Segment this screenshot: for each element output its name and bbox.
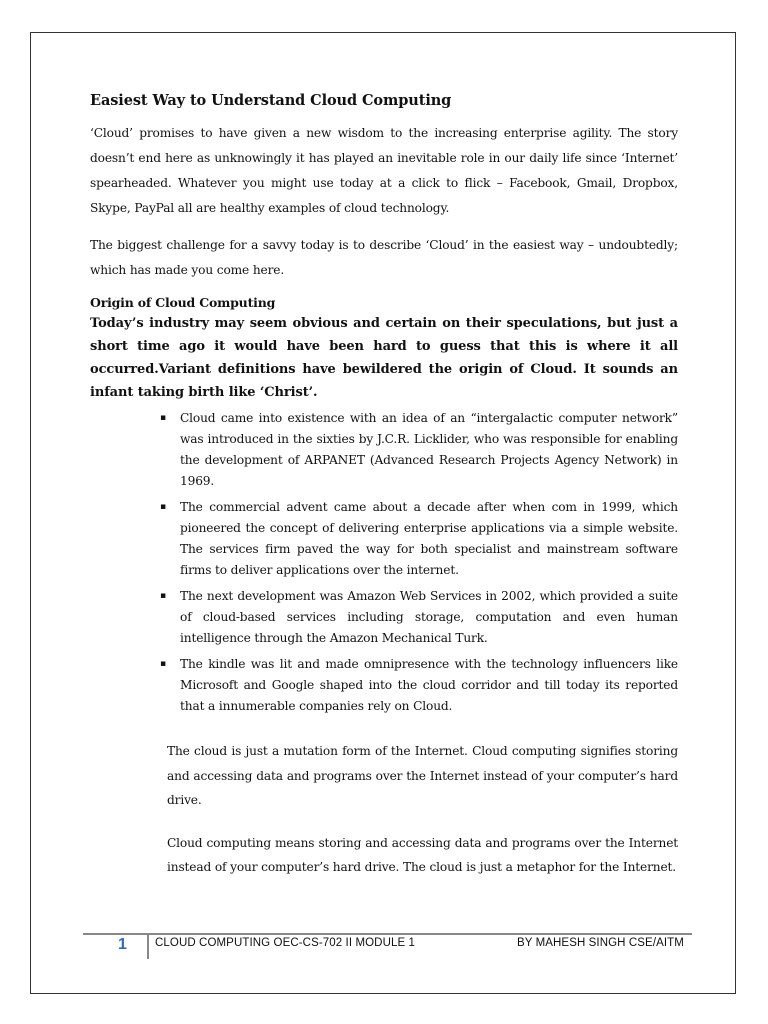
document-title: Easiest Way to Understand Cloud Computing xyxy=(90,92,452,109)
page-number: 1 xyxy=(118,936,127,953)
footer-rule xyxy=(83,933,692,935)
footer-author-label: BY MAHESH SINGH CSE/AITM xyxy=(516,937,684,949)
list-item xyxy=(90,586,678,649)
footer-divider xyxy=(147,933,149,959)
bullet-icon: ▪ xyxy=(160,591,166,601)
bullet-icon: ▪ xyxy=(160,413,166,423)
list-item xyxy=(90,497,678,581)
list-item-text: Cloud came into existence with an idea of an “intergalactic computer network” was introduced in the sixties by J.C.R. Licklider, who was responsible for enabling the development of ARPANET (Advanced Research Projects Agency Network) in 1969. xyxy=(180,411,678,488)
list-item-text: The commercial advent came about a decade after when com in 1999, which pioneered the concept of delivering enterprise applications via a simple website. The services firm paved the way for both specialist and mainstream software firms to deliver applications over the internet. xyxy=(180,500,678,577)
bullet-icon: ▪ xyxy=(160,659,166,669)
closing-paragraph: Cloud computing means storing and accessing data and programs over the Internet instead of your computer’s hard drive. The cloud is just a metaphor for the Internet. xyxy=(167,835,678,874)
list-item-text: The next development was Amazon Web Services in 2002, which provided a suite of cloud-based services including storage, computation and even human intelligence through the Amazon Mechanical Turk. xyxy=(180,589,678,645)
bullet-icon: ▪ xyxy=(160,502,166,512)
list-item xyxy=(90,408,678,492)
intro-paragraph: ‘Cloud’ promises to have given a new wisdom to the increasing enterprise agility. The story doesn’t end here as unknowingly it has played an inevitable role in our daily life since ‘Internet’ spearheaded. Whatever you might use today at a click to flick – Facebook, Gmail, Dropbox, Skype, PayPal all are healthy examples of cloud technology. xyxy=(90,126,678,215)
list-item-text: The kindle was lit and made omnipresence with the technology influencers like Microsoft and Google shaped into the cloud corridor and till today its reported that a innumerable companies rely on Cloud. xyxy=(180,657,678,713)
bullet-list xyxy=(90,408,678,717)
intro-paragraph: The biggest challenge for a savvy today is to describe ‘Cloud’ in the easiest way – undoubtedly; which has made you come here. xyxy=(90,238,678,277)
document-body xyxy=(90,92,678,898)
closing-section xyxy=(90,739,678,880)
section-intro: Today’s industry may seem obvious and certain on their speculations, but just a short time ago it would have been hard to guess that this is where it all occurred.Variant definitions have bewildered the origin of Cloud. It sounds an infant taking birth like ‘Christ’. xyxy=(90,316,678,400)
list-item xyxy=(90,654,678,717)
closing-paragraph: The cloud is just a mutation form of the Internet. Cloud computing signifies storing and accessing data and programs over the Internet instead of your computer’s hard drive. xyxy=(167,744,678,807)
footer-course-label: CLOUD COMPUTING OEC-CS-702 II MODULE 1 xyxy=(155,937,416,949)
section-heading: Origin of Cloud Computing xyxy=(90,295,276,310)
